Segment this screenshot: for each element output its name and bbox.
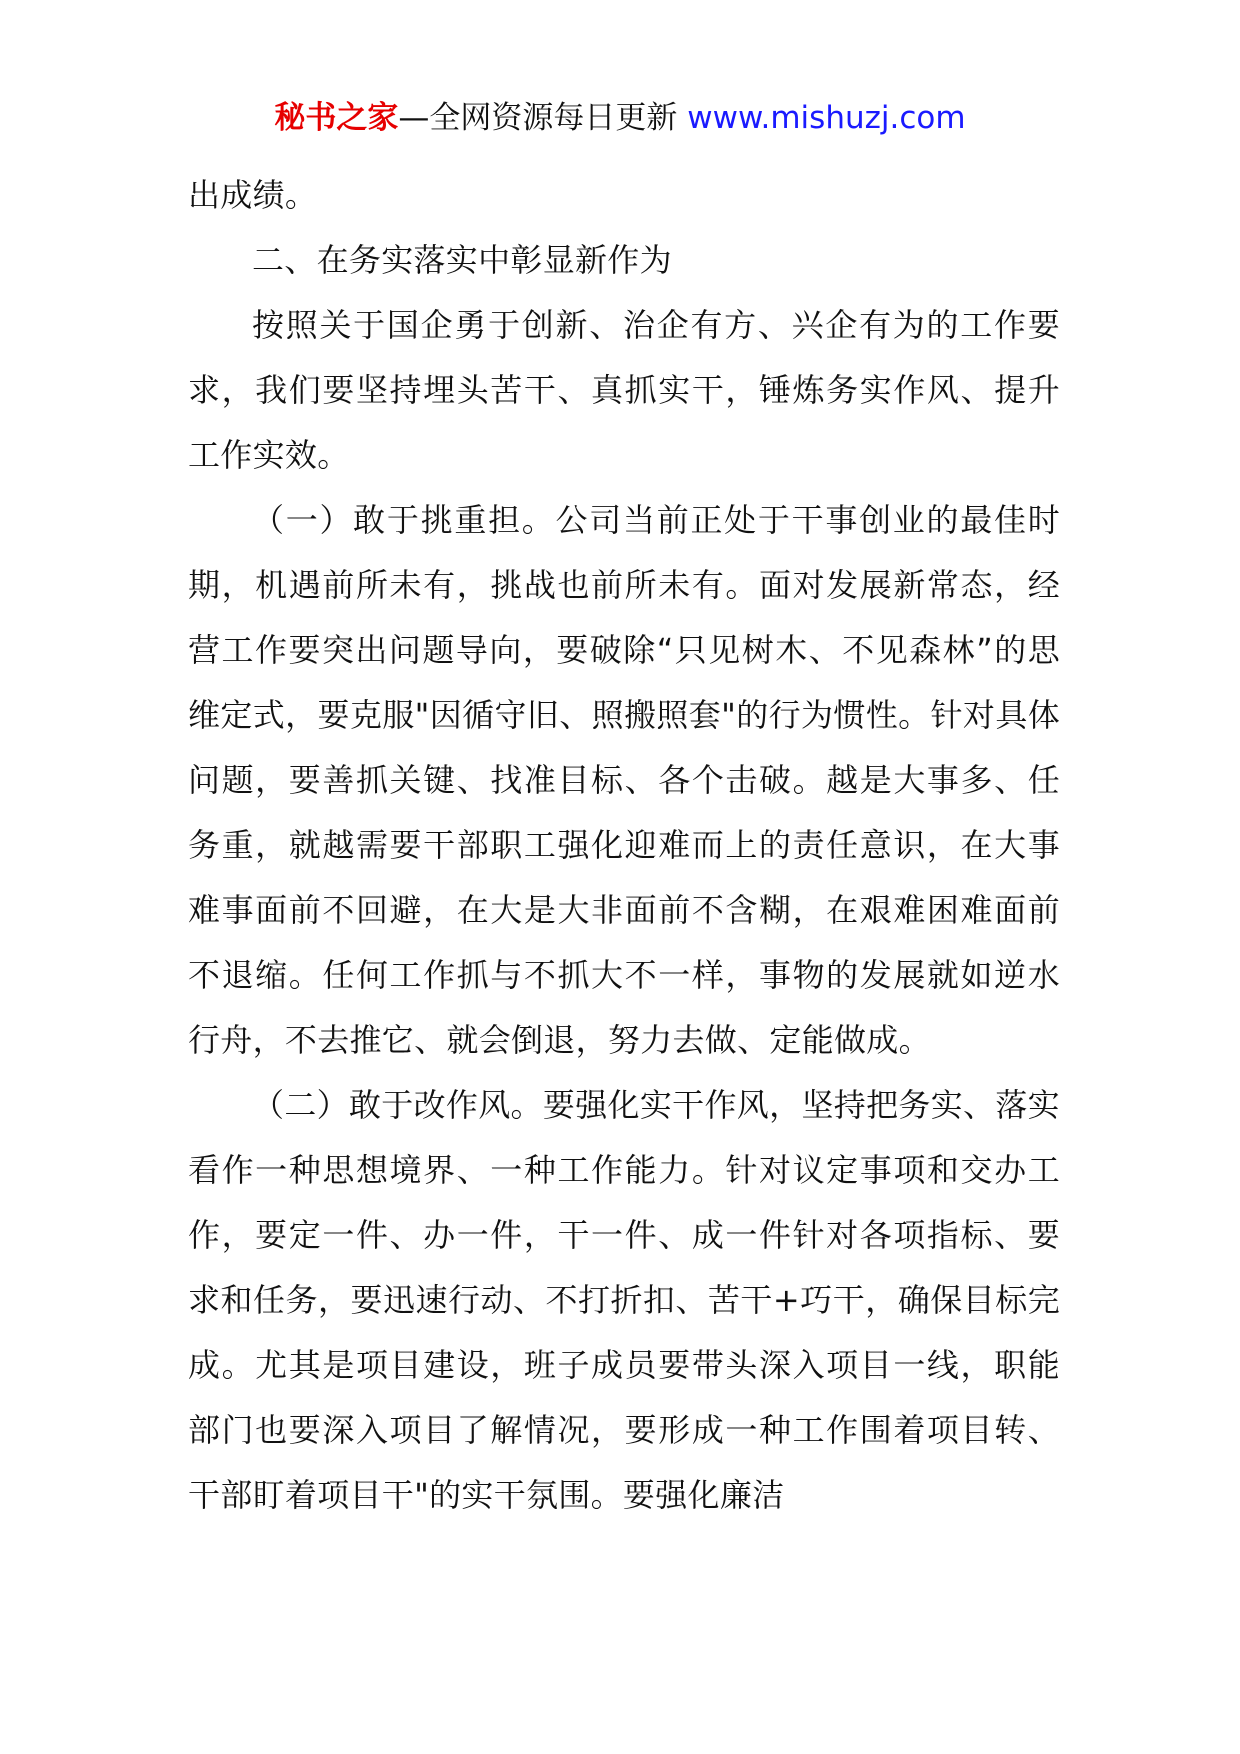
site-slogan: —全网资源每日更新 xyxy=(398,100,688,136)
paragraph-item-2: （二）敢于改作风。要强化实干作风，坚持把务实、落实看作一种思想境界、一种工作能力。针对议定事项和交办工作，要定一件、办一件，干一件、成一件针对各项指标、要求和任务，要迅速行动、不打折扣、苦干+巧干，确保目标完成。尤其是项目建设，班子成员要带头深入项目一线，职能部门也要深入项目了解情况，要形成一种工作围着项目转、干部盯着项目干"的实干氛围。要强化廉洁 xyxy=(188,1086,1060,1514)
paragraph-item-1: （一）敢于挑重担。公司当前正处于干事创业的最佳时期，机遇前所未有，挑战也前所未有。面对发展新常态，经营工作要突出问题导向，要破除“只见树木、不见森林”的思维定式，要克服"因循守旧、照搬照套"的行为惯性。针对具体问题，要善抓关键、找准目标、各个击破。越是大事多、任务重，就越需要干部职工强化迎难而上的责任意识，在大事难事面前不回避，在大是大非面前不含糊，在艰难困难面前不退缩。任何工作抓与不抓大不一样，事物的发展就如逆水行舟，不去推它、就会倒退，努力去做、定能做成。 xyxy=(188,501,1060,1059)
site-header xyxy=(0,98,1240,138)
paragraph-intro: 按照关于国企勇于创新、治企有方、兴企有为的工作要求，我们要坚持埋头苦干、真抓实干，锤炼务实作风、提升工作实效。 xyxy=(188,306,1060,474)
site-url-link[interactable]: www.mishuzj.com xyxy=(687,100,966,136)
paragraph-continuation: 出成绩。 xyxy=(188,176,318,214)
section-heading: 二、在务实落实中彰显新作为 xyxy=(252,241,672,279)
site-brand: 秘书之家 xyxy=(274,100,399,136)
document-body xyxy=(188,163,1060,1528)
